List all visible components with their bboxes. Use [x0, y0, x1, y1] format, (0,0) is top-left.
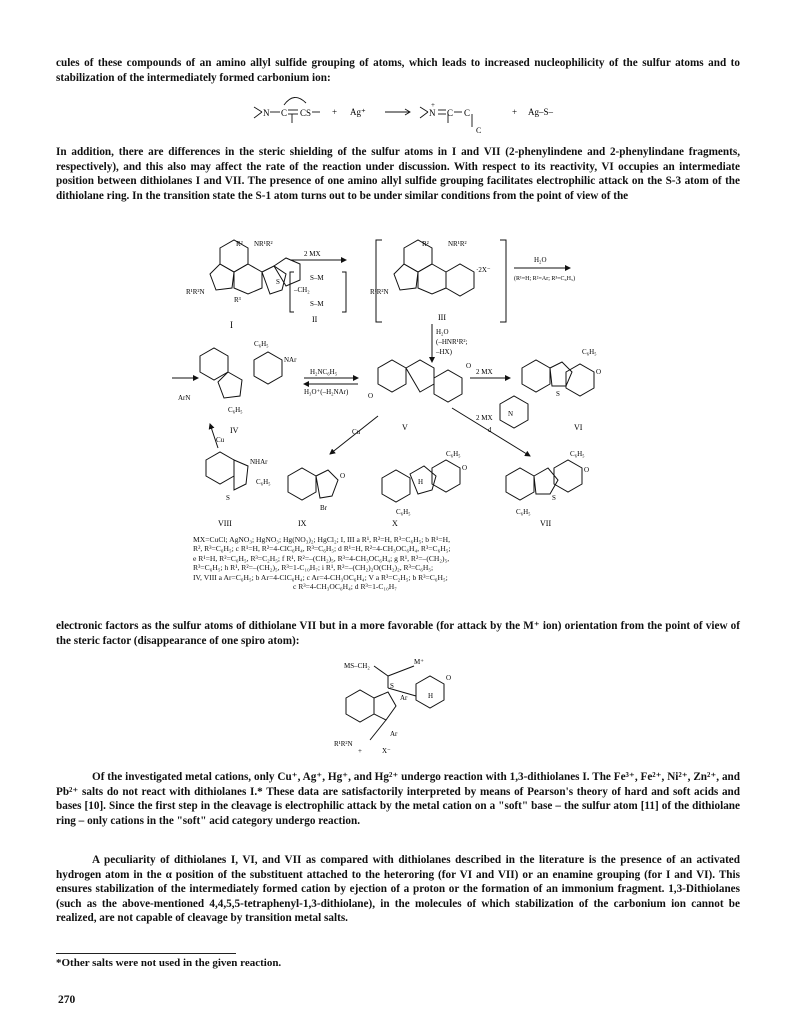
- svg-text:X⁻: X⁻: [382, 747, 391, 754]
- svg-text:+: +: [358, 747, 362, 754]
- label-compound-IV: IV: [230, 426, 239, 435]
- svg-text:(R¹=H; R²=Ar; R³=C₆H₅): (R¹=H; R²=Ar; R³=C₆H₅): [514, 276, 576, 282]
- svg-text:O: O: [584, 466, 590, 474]
- svg-text:Ar: Ar: [400, 694, 408, 702]
- svg-text:H₂O: H₂O: [436, 328, 449, 336]
- svg-text:C₆H₅: C₆H₅: [396, 508, 411, 516]
- page-number: 270: [58, 994, 76, 1006]
- svg-text:d: d: [488, 426, 492, 434]
- label-compound-VI: VI: [574, 423, 583, 432]
- svg-text:Ar: Ar: [390, 730, 398, 738]
- svg-text:C₆H₅: C₆H₅: [254, 340, 269, 348]
- svg-text:H: H: [428, 692, 434, 700]
- svg-text:S: S: [306, 108, 312, 118]
- svg-text:–CH₂: –CH₂: [294, 286, 310, 294]
- svg-text:S–M: S–M: [310, 300, 324, 308]
- svg-text:C₆H₅: C₆H₅: [256, 478, 271, 486]
- legend-line: MX=CuCl; AgNO₃; HgNO₃; Hg(NO₃)₂; HgCl₂; I, III a R¹, R²=H, R³=C₆H₅; b R¹=H,: [193, 535, 450, 544]
- footnote-divider: [56, 953, 236, 954]
- svg-text:O: O: [368, 392, 374, 400]
- svg-text:O: O: [596, 368, 602, 376]
- svg-text:ArN: ArN: [178, 394, 191, 402]
- equation-silver-cleavage: [250, 93, 580, 135]
- svg-text:Cu: Cu: [216, 436, 225, 444]
- svg-text:NR¹R²: NR¹R²: [254, 240, 273, 248]
- paragraph-metal-cations: Of the investigated metal cations, only Cu⁺, Ag⁺, Hg⁺, and Hg²⁺ undergo reaction with 1,3-dithiolanes I. The Fe³⁺, Fe²⁺, Ni²⁺, Zn²⁺, and Pb²⁺ salts do not react with dithiolanes I.* These data are satisfactorily interpreted by means of Pearson's theory of hard and soft acids and bases [10]. Since the first step in the cleavage is electrophilic attack by the metal cation on a "soft" base – the sulfur atom [11] of the dithiolane ring – only cations in the "soft" acid category undergo reaction.: [56, 771, 740, 827]
- svg-text:C: C: [300, 108, 307, 118]
- svg-text:H: H: [418, 478, 424, 486]
- svg-text:R²: R²: [422, 240, 429, 248]
- svg-text:R¹R²N: R¹R²N: [186, 288, 205, 296]
- legend-line: e R¹=H, R²=C₆H₅, R³=C₂H₅; f R¹, R²=–(CH₂)₅, R³=4-CH₃OC₆H₄; g R¹, R²=–(CH₂)₅,: [193, 553, 450, 563]
- svg-text:2 MX: 2 MX: [476, 368, 493, 376]
- svg-text:2 MX: 2 MX: [304, 250, 321, 258]
- svg-text:O: O: [466, 362, 472, 370]
- svg-text:(–HNR¹R²;: (–HNR¹R²;: [436, 338, 468, 346]
- legend-line: IV, VIII a Ar=C₆H₅; b Ar=4-ClC₆H₄; c Ar=4-CH₃OC₆H₄; V a R³=C₂H₅; b R³=C₆H₅;: [193, 572, 448, 582]
- paragraph-steric-shielding: In addition, there are differences in the steric shielding of the sulfur atoms in I and VII (2-phenylindene and 2-phenylindane fragments, respectively), and this also may affect the rate of the reaction under discussion. With respect to its reactivity, VI occupies an intermediate position between dithiolanes I and VII. The presence of one amino allyl sulfide grouping facilitates electrophilic attack on the S-3 atom of the dithiolane ring. In the transition state the S-1 atom turns out to be under similar conditions from the point of view of the: [56, 146, 740, 202]
- paragraph-electronic-factors: electronic factors as the sulfur atoms of dithiolane VII but in a more favorable (for attack by the M⁺ ion) orientation from the point of view of the steric factor (disappearance of one spiro atom):: [56, 620, 740, 647]
- label-compound-VII: VII: [540, 519, 552, 528]
- svg-text:N: N: [263, 108, 270, 118]
- svg-text:R²: R²: [236, 240, 243, 248]
- svg-text:Cu: Cu: [352, 428, 361, 436]
- svg-text:–HX): –HX): [436, 348, 452, 356]
- svg-text:NHAr: NHAr: [250, 458, 268, 466]
- svg-text:H₂NC₆H₅: H₂NC₆H₅: [310, 368, 338, 376]
- svg-text:NAr: NAr: [284, 356, 297, 364]
- svg-text:C: C: [447, 108, 454, 118]
- svg-text:N: N: [508, 410, 514, 418]
- label-compound-VIII: VIII: [218, 519, 232, 528]
- svg-text:S–M: S–M: [310, 274, 324, 282]
- plus-sign: +: [332, 107, 338, 117]
- svg-text:C₆H₅: C₆H₅: [516, 508, 531, 516]
- label-compound-III: III: [438, 313, 446, 322]
- svg-text:·2X⁻: ·2X⁻: [476, 266, 491, 274]
- svg-text:R¹R²N: R¹R²N: [334, 740, 353, 748]
- silver-sulfide: Ag–S–: [528, 107, 554, 117]
- svg-text:S: S: [226, 494, 230, 502]
- svg-text:H₂O: H₂O: [534, 256, 547, 264]
- svg-text:C₆H₅: C₆H₅: [570, 450, 585, 458]
- label-compound-I: I: [230, 320, 233, 330]
- svg-text:+: +: [431, 101, 435, 109]
- svg-text:O: O: [462, 464, 468, 472]
- silver-cation: Ag⁺: [350, 107, 366, 117]
- svg-text:C₆H₅: C₆H₅: [228, 406, 243, 414]
- legend-line: R³=C₆H₅; h R¹, R²=–(CH₂)₅, R³=1-C₁₀H₇; i R¹, R²=–(CH₂)₂O(CH₂)₂, R³=C₆H₅;: [193, 563, 434, 573]
- label-compound-X: X: [392, 519, 398, 528]
- paragraph-peculiarity: A peculiarity of dithiolanes I, VI, and VII as compared with dithiolanes described in the literature is the presence of an activated hydrogen atom in the α position of the substituent attached to the heteroring (for VI and VII) or an enamine grouping (for I and VI). This ensures stabilization of the intermediately formed cation by ejection of a proton or the formation of an immonium fragment. 1,3-Dithiolanes (such as the above-mentioned 4,4,5,5-tetraphenyl-1,3-dithiolane), in the molecules of which stabilization of the carbonium ion cannot be realized, are not capable of cleavage by transition metal salts.: [56, 854, 740, 925]
- plus-sign-2: +: [512, 107, 518, 117]
- svg-text:R¹R²N: R¹R²N: [370, 288, 389, 296]
- legend-line: c R³=4-CH₃OC₆H₄; d R³=1-C₁₀H₇: [293, 582, 397, 592]
- label-compound-V: V: [402, 423, 408, 432]
- svg-text:C: C: [476, 126, 482, 135]
- ms-ch2-label: MS–CH₂: [344, 662, 370, 670]
- scheme-legend: [193, 535, 623, 591]
- svg-text:R³: R³: [234, 296, 241, 304]
- svg-text:O: O: [340, 472, 346, 480]
- paragraph-continuation: cules of these compounds of an amino allyl sulfide grouping of atoms, which leads to increased nucleophilicity of the sulfur atoms and to stabilization of the intermediately formed carbonium ion:: [56, 57, 740, 84]
- footnote: *Other salts were not used in the given reaction.: [56, 957, 282, 969]
- svg-text:N: N: [429, 108, 436, 118]
- svg-text:C₆H₅: C₆H₅: [582, 348, 597, 356]
- transition-state-structure: [330, 654, 480, 754]
- m-plus-label: M⁺: [414, 658, 424, 666]
- svg-text:H₃O⁺(–H₂NAr): H₃O⁺(–H₂NAr): [304, 388, 349, 396]
- svg-text:S: S: [556, 390, 560, 398]
- legend-line: R², R³=C₆H₅; c R¹=H, R²=4-ClC₆H₄, R³=C₆H₅; d R¹=H, R²=4-CH₃OC₆H₄, R³=C₆H₅;: [193, 544, 451, 554]
- svg-text:C: C: [464, 108, 471, 118]
- svg-text:C: C: [281, 108, 288, 118]
- svg-text:O: O: [446, 674, 452, 682]
- label-compound-II: II: [312, 315, 318, 324]
- svg-text:C₆H₅: C₆H₅: [446, 450, 461, 458]
- svg-text:S: S: [552, 494, 556, 502]
- label-compound-IX: IX: [298, 519, 307, 528]
- svg-text:S: S: [276, 278, 280, 286]
- svg-text:Br: Br: [320, 504, 327, 512]
- svg-text:S: S: [390, 682, 394, 690]
- svg-text:NR¹R²: NR¹R²: [448, 240, 467, 248]
- svg-text:2 MX: 2 MX: [476, 414, 493, 422]
